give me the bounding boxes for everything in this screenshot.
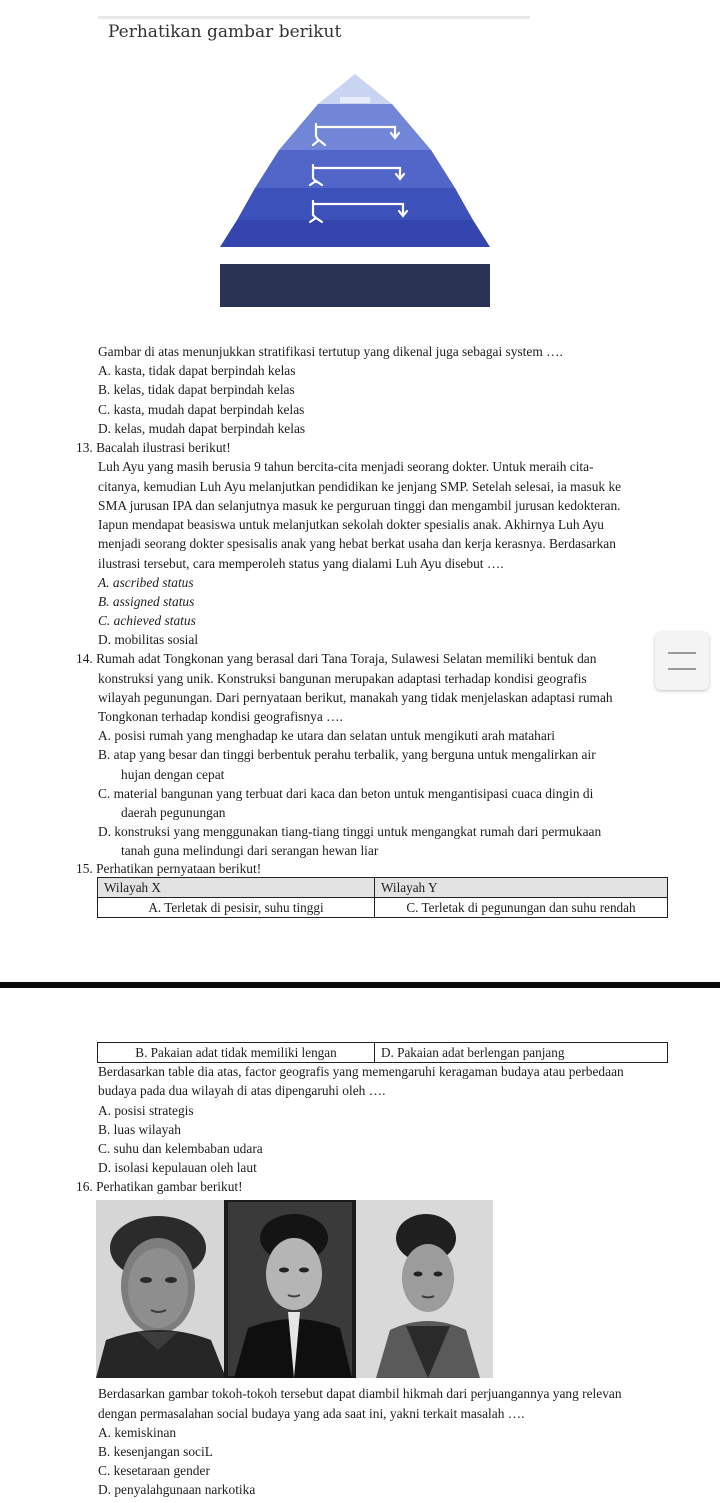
q13-option-c[interactable]: C. achieved status <box>98 613 196 628</box>
q14-option-d[interactable]: D. konstruksi yang menggunakan tiang-tiang tinggi untuk mengangkat rumah dari permukaan <box>98 824 602 839</box>
q14-option-b-cont: hujan dengan cepat <box>121 767 225 782</box>
q13-text-line: SMA jurusan IPA dan selanjutnya masuk ke perguruan tinggi dan mengambil jurusan kedokteran. <box>98 498 621 513</box>
table-cell: C. Terletak di pegunungan dan suhu rendah <box>375 898 668 918</box>
top-divider <box>98 16 530 19</box>
q13-intro: 13. Bacalah ilustrasi berikut! <box>76 440 231 455</box>
q16-text-line: Berdasarkan gambar tokoh-tokoh tersebut dapat diambil hikmah dari perjuangannya yang relevan <box>98 1386 622 1401</box>
q13-text-line: Iapun mendapat beasiswa untuk melanjutkan sekolah dokter spesialis anak. Akhirnya Luh Ayu <box>98 517 605 532</box>
pyramid-tier-4 <box>220 220 490 247</box>
q16-text-line: dengan permasalahan social budaya yang ada saat ini, yakni terkait masalah …. <box>98 1406 525 1421</box>
page-break <box>0 982 720 988</box>
q13-text-line: menjadi seorang dokter spesisalis anak yang hebat berkat usaha dan kerja kerasnya. Berdasarkan <box>98 536 616 551</box>
q13-text-line: citanya, kemudian Luh Ayu melanjutkan pendidikan ke jenjang SMP. Setelah selesai, ia masuk ke <box>98 479 622 494</box>
q13-text-line: Luh Ayu yang masih berusia 9 tahun bercita-cita menjadi seorang dokter. Untuk meraih cita- <box>98 459 594 474</box>
q15-option-b[interactable]: B. luas wilayah <box>98 1122 181 1137</box>
q12-option-a[interactable]: A. kasta, tidak dapat berpindah kelas <box>98 363 296 378</box>
q16-intro: 16. Perhatikan gambar berikut! <box>76 1179 243 1194</box>
q14-text-line: Tongkonan terhadap kondisi geografisnya …. <box>98 709 343 724</box>
pyramid-base <box>220 264 490 307</box>
q12-question: Gambar di atas menunjukkan stratifikasi tertutup yang dikenal juga sebagai system …. <box>98 344 563 359</box>
q15-intro: 15. Perhatikan pernyataan berikut! <box>76 861 262 876</box>
q14-option-c[interactable]: C. material bangunan yang terbuat dari kaca dan beton untuk mengantisipasi cuaca dingin di <box>98 786 594 801</box>
caste-pyramid <box>215 70 495 310</box>
q13-option-b[interactable]: B. assigned status <box>98 594 195 609</box>
q15-option-d[interactable]: D. isolasi kepulauan oleh laut <box>98 1160 257 1175</box>
page-title: Perhatikan gambar berikut <box>108 22 342 42</box>
q15-text-line: budaya pada dua wilayah di atas dipengaruhi oleh …. <box>98 1083 386 1098</box>
q12-option-c[interactable]: C. kasta, mudah dapat berpindah kelas <box>98 402 305 417</box>
q14-text-line: konstruksi yang unik. Konstruksi bangunan merupakan adaptasi terhadap kondisi geografis <box>98 671 587 686</box>
q14-option-a[interactable]: A. posisi rumah yang menghadap ke utara dan selatan untuk mengikuti arah matahari <box>98 728 556 743</box>
portrait-3-image <box>356 1200 493 1378</box>
menu-icon <box>668 652 696 654</box>
table-cell: A. Terletak di pesisir, suhu tinggi <box>98 898 375 918</box>
q15-text-line: Berdasarkan table dia atas, factor geografis yang memengaruhi keragaman budaya atau perbedaan <box>98 1064 624 1079</box>
q15-table-continued <box>97 1042 668 1063</box>
q13-option-d[interactable]: D. mobilitas sosial <box>98 632 199 647</box>
q14-option-c-cont: daerah pegunungan <box>121 805 226 820</box>
table-cell: B. Pakaian adat tidak memiliki lengan <box>98 1043 375 1063</box>
q14-option-b[interactable]: B. atap yang besar dan tinggi berbentuk perahu terbalik, yang berguna untuk mengalirkan air <box>98 747 596 762</box>
q16-option-c[interactable]: C. kesetaraan gender <box>98 1463 210 1478</box>
q16-option-d[interactable]: D. penyalahgunaan narkotika <box>98 1482 256 1497</box>
q15-option-c[interactable]: C. suhu dan kelembaban udara <box>98 1141 263 1156</box>
table-header-y: Wilayah Y <box>375 878 668 898</box>
pyramid-label-bar <box>340 97 370 103</box>
menu-button[interactable] <box>655 632 709 690</box>
table-header-x: Wilayah X <box>98 878 375 898</box>
q14-option-d-cont: tanah guna melindungi dari serangan hewan liar <box>121 843 379 858</box>
q13-text-line: ilustrasi tersebut, cara memperoleh status yang dialami Luh Ayu disebut …. <box>98 556 504 571</box>
q15-option-a[interactable]: A. posisi strategis <box>98 1103 194 1118</box>
table-cell: D. Pakaian adat berlengan panjang <box>375 1043 668 1063</box>
q13-option-a[interactable]: A. ascribed status <box>98 575 194 590</box>
q12-option-d[interactable]: D. kelas, mudah dapat berpindah kelas <box>98 421 306 436</box>
q16-option-b[interactable]: B. kesenjangan sociL <box>98 1444 213 1459</box>
q14-text-line: wilayah pegunungan. Dari pernyataan berikut, manakah yang tidak menjelaskan adaptasi rumah <box>98 690 613 705</box>
portrait-2-image <box>224 1200 356 1378</box>
q14-intro: 14. Rumah adat Tongkonan yang berasal dari Tana Toraja, Sulawesi Selatan memiliki bentuk dan <box>76 651 597 666</box>
q12-option-b[interactable]: B. kelas, tidak dapat berpindah kelas <box>98 382 295 397</box>
q16-option-a[interactable]: A. kemiskinan <box>98 1425 177 1440</box>
portrait-1-image <box>96 1200 226 1378</box>
q15-table <box>97 877 668 918</box>
